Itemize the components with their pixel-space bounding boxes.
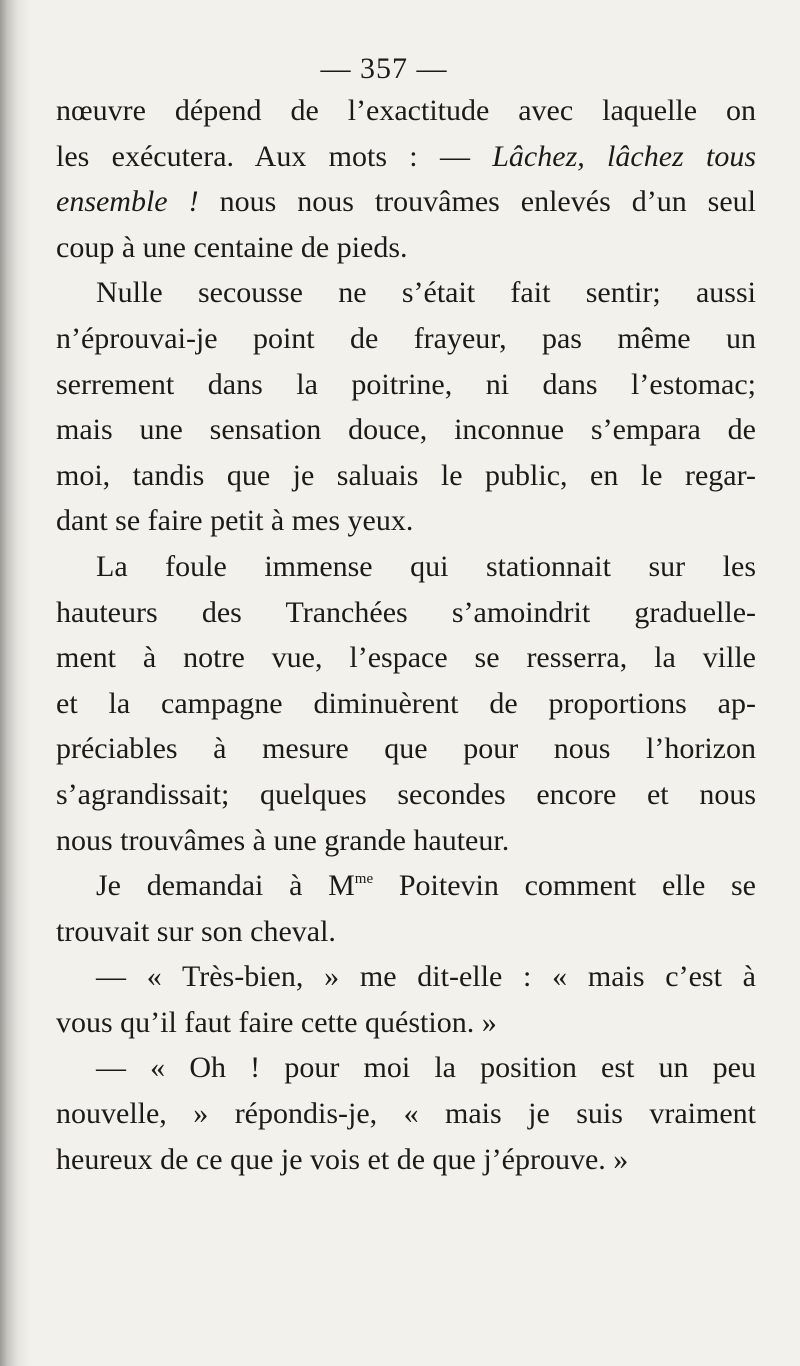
text-line: s’agrandissait; quelques secondes encore et nous — [56, 777, 756, 811]
text-line: coup à une centaine de pieds. — [56, 230, 408, 264]
text-line: nouvelle, » répondis-je, « mais je suis vraiment — [56, 1097, 756, 1131]
text-line: Nulle secousse ne s’était fait sentir; aussi — [96, 276, 756, 310]
text-line: dant se faire petit à mes yeux. — [56, 504, 414, 538]
text-line: mais une sensation douce, inconnue s’empara de — [56, 413, 756, 447]
text-line: — « Très-bien, » me dit-elle : « mais c’est à — [96, 960, 756, 994]
text-line: ment à notre vue, l’espace se resserra, la ville — [56, 641, 756, 675]
superscript: me — [354, 871, 374, 888]
italic-phrase: Lâchez, lâchez tous — [492, 139, 756, 173]
italic-phrase: ensemble ! — [56, 185, 199, 219]
text-line: moi, tandis que je saluais le public, en le regar- — [56, 458, 756, 492]
text-line: les exécutera. Aux mots : — Lâchez, lâchez tous — [56, 139, 756, 173]
page-body-text — [56, 88, 756, 1182]
text-line: Je demandai à $M^{me}$ Poitevin comment elle se — [96, 869, 756, 903]
text-line: — « Oh ! pour moi la position est un peu — [96, 1051, 756, 1085]
text-line: ensemble ! nous nous trouvâmes enlevés d’un seul — [56, 185, 756, 219]
text-line: nœuvre dépend de l’exactitude avec laquelle on — [56, 94, 756, 127]
text-line: n’éprouvai-je point de frayeur, pas même un — [56, 321, 756, 355]
page-number: — 357 — — [320, 52, 448, 85]
text-line: heureux de ce que je vois et de que j’éprouve. » — [56, 1142, 629, 1176]
text-line: nous trouvâmes à une grande hauteur. — [56, 823, 510, 857]
text-line: vous qu’il faut faire cette quéstion. » — [56, 1005, 497, 1039]
text-line: La foule immense qui stationnait sur les — [96, 549, 756, 583]
text-line: préciables à mesure que pour nous l’horizon — [56, 732, 756, 766]
text-line: serrement dans la poitrine, ni dans l’estomac; — [56, 367, 756, 401]
page-binding-shadow — [0, 0, 30, 1366]
text-line: et la campagne diminuèrent de proportions ap- — [56, 686, 756, 720]
text-line: trouvait sur son cheval. — [56, 914, 336, 948]
text-line: hauteurs des Tranchées s’amoindrit graduelle- — [56, 595, 756, 629]
